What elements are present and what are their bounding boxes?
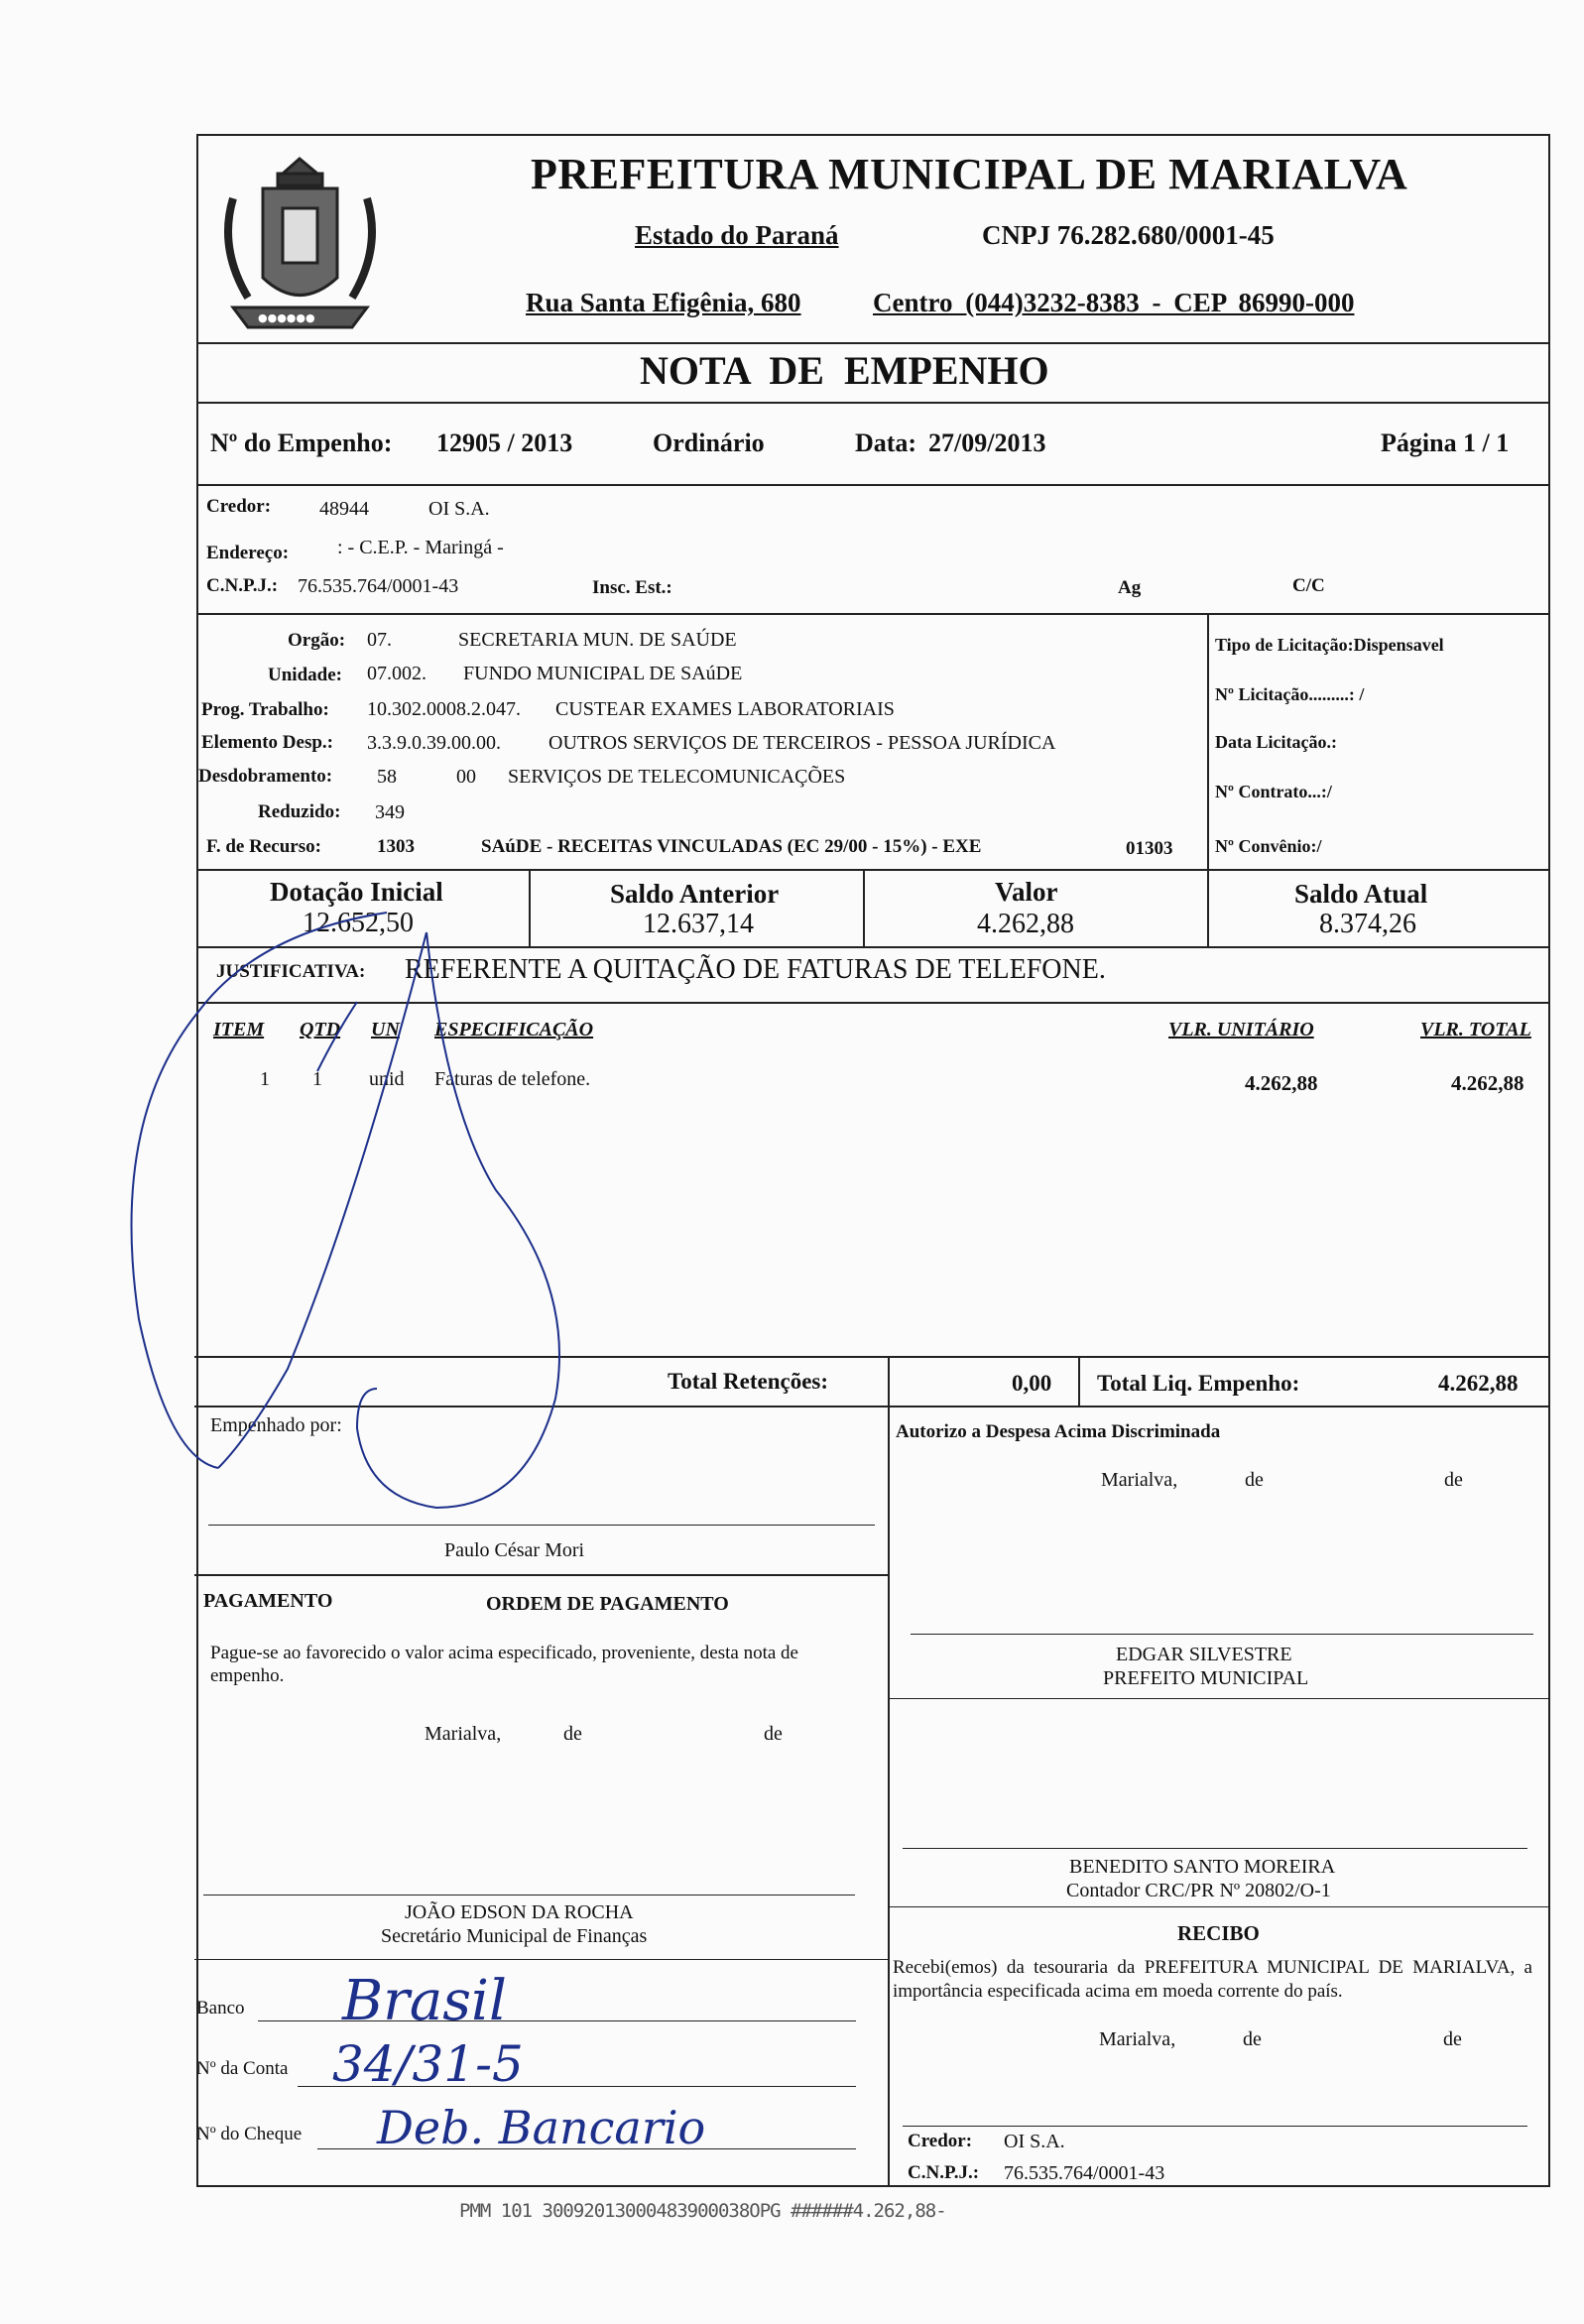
licitacao-numero: Nº Licitação.........: / [1215, 684, 1365, 704]
licitacao-convenio: Nº Convênio:/ [1215, 836, 1322, 856]
prefeito-title: PREFEITO MUNICIPAL [1103, 1667, 1309, 1689]
items-col-un: UN [371, 1019, 400, 1040]
elemento-desc: OUTROS SERVIÇOS DE TERCEIROS - PESSOA JURÍDICA [548, 732, 1056, 754]
items-col-unit: VLR. UNITÁRIO [1168, 1019, 1314, 1040]
account-label: C/C [1292, 575, 1325, 596]
recibo-city: Marialva, [1099, 2028, 1176, 2050]
insc-est-label: Insc. Est.: [592, 577, 672, 598]
saldo-anterior-value: 12.637,14 [643, 909, 754, 939]
pagamento-label: PAGAMENTO [203, 1590, 333, 1612]
address-label: Endereço: [206, 543, 290, 563]
handwritten-signature-icon [109, 873, 625, 1537]
recibo-cnpj-value: 76.535.764/0001-43 [1004, 2162, 1165, 2184]
orgao-desc: SECRETARIA MUN. DE SAÚDE [458, 629, 737, 651]
credor-code: 48944 [319, 498, 369, 520]
state-name: Estado do Paraná [635, 220, 839, 250]
liquid-value: 4.262,88 [1438, 1371, 1519, 1396]
items-col-total: VLR. TOTAL [1420, 1019, 1531, 1040]
desdobramento-code1: 58 [377, 766, 397, 788]
desdobramento-code2: 00 [456, 766, 476, 788]
handwritten-banco: Brasil [342, 1969, 507, 2033]
credor-cnpj-value: 76.535.764/0001-43 [298, 575, 459, 597]
prog-desc: CUSTEAR EXAMES LABORATORIAIS [555, 698, 895, 720]
recibo-credor-value: OI S.A. [1004, 2131, 1065, 2152]
autorizo-city: Marialva, [1101, 1469, 1178, 1491]
retencoes-label: Total Retenções: [668, 1369, 829, 1394]
secretario-name: JOÃO EDSON DA ROCHA [405, 1901, 634, 1923]
unidade-desc: FUNDO MUNICIPAL DE SAúDE [463, 663, 743, 684]
item-row-number: 1 [260, 1068, 270, 1090]
agency-label: Ag [1118, 577, 1142, 598]
address-rest: Centro (044)3232-8383 - CEP 86990-000 [873, 288, 1355, 317]
empenhado-label: Empenhado por: [210, 1414, 342, 1436]
desdobramento-desc: SERVIÇOS DE TELECOMUNICAÇÕES [508, 766, 846, 788]
dotacao-value: 12.652,50 [303, 908, 414, 938]
address-street: Rua Santa Efigênia, 680 [526, 288, 801, 317]
municipality-title: PREFEITURA MUNICIPAL DE MARIALVA [531, 150, 1408, 198]
pagamento-city: Marialva, [425, 1723, 502, 1745]
footer-machine-code: PMM 101 30092013000483900038OPG ######4.262,88- [459, 2200, 946, 2222]
item-row-qtd: 1 [312, 1068, 322, 1090]
empenhado-name: Paulo César Mori [444, 1539, 585, 1561]
recibo-text: Recebi(emos) da tesouraria da PREFEITURA MUNICIPAL DE MARIALVA, a importância especificada acima em moeda corrente do país. [893, 1957, 1532, 2002]
recurso-desc: SAúDE - RECEITAS VINCULADAS (EC 29/00 - 15%) - EXE [481, 836, 982, 857]
empenho-date-label: Data: [855, 428, 917, 457]
coat-of-arms-ribbon-icon: ●●●●●● [258, 311, 315, 324]
orgao-label: Orgão: [288, 630, 346, 651]
elemento-code: 3.3.9.0.39.00.00. [367, 732, 501, 754]
credor-label: Credor: [206, 496, 272, 517]
recibo-de2: de [1443, 2028, 1462, 2050]
saldo-atual-value: 8.374,26 [1319, 909, 1416, 939]
empenho-kind: Ordinário [653, 428, 765, 457]
prefeito-name: EDGAR SILVESTRE [1116, 1644, 1292, 1665]
items-col-spec: ESPECIFICAÇÃO [434, 1019, 594, 1040]
item-row-unit-type: unid [369, 1068, 405, 1090]
credor-cnpj-label: C.N.P.J.: [206, 575, 279, 596]
dotacao-label: Dotação Inicial [270, 877, 443, 907]
autorizo-text: Autorizo a Despesa Acima Discriminada [896, 1421, 1221, 1442]
item-row-unit-price: 4.262,88 [1245, 1071, 1318, 1095]
retencoes-value: 0,00 [1012, 1371, 1052, 1396]
empenho-number-label: Nº do Empenho: [210, 428, 393, 457]
page-label: Página [1381, 428, 1457, 457]
recibo-title: RECIBO [1177, 1921, 1260, 1945]
banco-label: Banco [196, 1998, 245, 2018]
secretario-title: Secretário Municipal de Finanças [381, 1925, 648, 1947]
licitacao-contrato: Nº Contrato...:/ [1215, 782, 1332, 801]
justificativa-label: JUSTIFICATIVA: [216, 961, 366, 982]
conta-label: Nº da Conta [196, 2058, 289, 2079]
coat-of-arms-icon [203, 139, 397, 347]
valor-value: 4.262,88 [977, 909, 1074, 939]
recibo-cnpj-label: C.N.P.J.: [908, 2162, 980, 2183]
reduzido-value: 349 [375, 801, 405, 823]
elemento-label: Elemento Desp.: [201, 732, 333, 753]
desdobramento-label: Desdobramento: [198, 766, 333, 787]
address-value: : - C.E.P. - Maringá - [337, 537, 504, 558]
unidade-code: 07.002. [367, 663, 426, 684]
recurso-code: 1303 [377, 836, 415, 857]
credor-name: OI S.A. [428, 498, 490, 520]
recurso-code2: 01303 [1126, 838, 1173, 859]
handwritten-conta: 34/31-5 [332, 2035, 524, 2093]
saldo-anterior-label: Saldo Anterior [610, 879, 780, 909]
pagamento-text: Pague-se ao favorecido o valor acima especificado, proveniente, desta nota de empenho. [210, 1643, 798, 1686]
saldo-atual-label: Saldo Atual [1294, 879, 1428, 909]
items-col-item: ITEM [213, 1019, 265, 1040]
handwritten-cheque: Deb. Bancario [377, 2101, 706, 2154]
recibo-de1: de [1243, 2028, 1262, 2050]
valor-label: Valor [995, 877, 1058, 907]
item-row-spec: Faturas de telefone. [434, 1068, 591, 1090]
recibo-credor-label: Credor: [908, 2131, 973, 2151]
item-row-total: 4.262,88 [1451, 1071, 1524, 1095]
municipality-cnpj: CNPJ 76.282.680/0001-45 [982, 220, 1275, 250]
pagamento-de2: de [764, 1723, 783, 1745]
ordem-pagamento-label: ORDEM DE PAGAMENTO [486, 1593, 729, 1615]
justificativa-text: REFERENTE A QUITAÇÃO DE FATURAS DE TELEFONE. [405, 954, 1106, 985]
reduzido-label: Reduzido: [258, 801, 341, 822]
cheque-label: Nº do Cheque [196, 2124, 303, 2144]
autorizo-de1: de [1245, 1469, 1264, 1491]
empenho-number-value: 12905 / 2013 [436, 428, 573, 457]
licitacao-data: Data Licitação.: [1215, 732, 1337, 752]
pagamento-de1: de [563, 1723, 582, 1745]
empenho-date-value: 27/09/2013 [928, 428, 1046, 457]
unidade-label: Unidade: [268, 665, 342, 685]
liquid-label: Total Liq. Empenho: [1097, 1371, 1300, 1396]
contador-name: BENEDITO SANTO MOREIRA [1069, 1856, 1336, 1878]
page-value: 1 / 1 [1463, 428, 1510, 457]
prog-code: 10.302.0008.2.047. [367, 698, 521, 720]
document-title: NOTA DE EMPENHO [640, 348, 1049, 393]
licitacao-tipo: Tipo de Licitação:Dispensavel [1215, 635, 1444, 655]
prog-label: Prog. Trabalho: [201, 699, 329, 720]
items-col-qtd: QTD [300, 1019, 341, 1040]
contador-title: Contador CRC/PR Nº 20802/O-1 [1066, 1880, 1331, 1901]
recurso-label: F. de Recurso: [206, 836, 321, 857]
autorizo-de2: de [1444, 1469, 1463, 1491]
orgao-code: 07. [367, 629, 392, 651]
